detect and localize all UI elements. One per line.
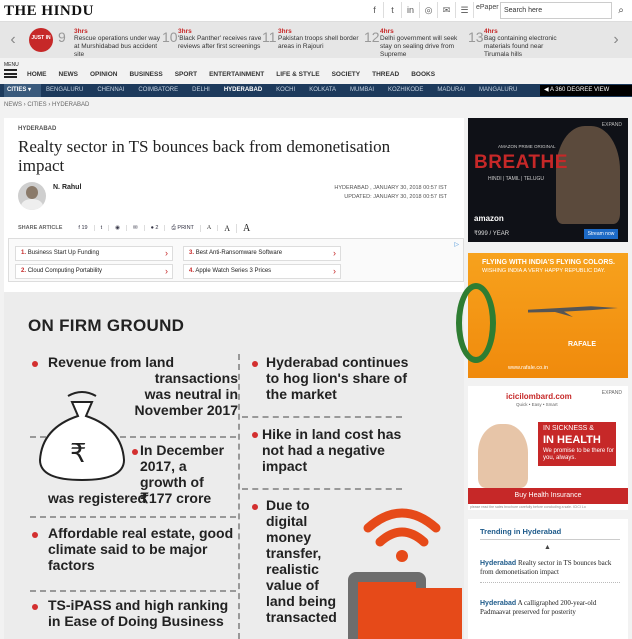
city-coimbatore[interactable]: COIMBATORE <box>138 87 179 93</box>
amazon-logo: amazon <box>474 214 504 223</box>
city-hyderabad[interactable]: HYDERABAD <box>223 87 263 93</box>
divider <box>30 516 236 518</box>
article <box>4 118 464 639</box>
font-size-small[interactable]: A <box>201 225 218 231</box>
nav-news[interactable]: NEWS <box>58 71 78 78</box>
cities-dropdown[interactable]: CITIES ▾ <box>4 84 41 97</box>
divider <box>480 582 620 583</box>
search-input[interactable]: Search here <box>500 2 612 19</box>
epaper-link[interactable]: ePaper <box>476 4 499 11</box>
ad-link[interactable]: 2. Cloud Computing Portability › <box>15 264 173 279</box>
nav-home[interactable]: HOME <box>27 71 47 78</box>
list-item[interactable]: Hyderabad A calligraphed 200-year-old Padmaavat preserved for posterity <box>480 599 597 616</box>
city-bar <box>0 84 632 97</box>
twitter-icon[interactable]: t <box>384 2 402 18</box>
divider <box>242 416 402 418</box>
search-icon[interactable]: ⌕ <box>618 5 624 16</box>
divider <box>480 539 620 540</box>
dateline: HYDERABAD , JANUARY 30, 2018 00:57 IST UPDATED: JANUARY 30, 2018 00:57 IST <box>334 185 447 200</box>
ad-link[interactable]: 3. Best Anti-Ransomware Software › <box>183 246 341 261</box>
bullet <box>32 604 38 610</box>
instagram-icon[interactable]: ◎ <box>420 2 438 18</box>
share-bar <box>18 221 458 235</box>
nav-life-style[interactable]: LIFE & STYLE <box>276 71 320 78</box>
main-nav <box>27 71 447 78</box>
ticker-item[interactable]: 12 4hrs Delhi government will seek stay on sealing drive from Supreme <box>364 28 458 58</box>
scroll-up-icon[interactable]: ▲ <box>544 544 551 551</box>
adchoices-icon[interactable]: ▷ <box>454 242 459 248</box>
avatar <box>18 182 46 210</box>
email-share-button[interactable] <box>127 225 145 231</box>
reddit-share-button[interactable] <box>109 225 127 231</box>
twitter-share-button[interactable] <box>95 225 110 231</box>
linkedin-icon[interactable]: in <box>402 2 420 18</box>
ticker-item[interactable]: 9 3hrs Rescue operations under way at Murshidabad bus accident site <box>58 28 160 58</box>
money-bag-icon <box>32 388 132 484</box>
comments-button[interactable]: ● 2 <box>145 225 166 231</box>
decorative-pattern <box>456 283 496 363</box>
ad-image <box>556 126 620 224</box>
sponsored-links <box>8 238 464 282</box>
trending-heading: Trending in Hyderabad <box>480 527 562 536</box>
city-kochi[interactable]: KOCHI <box>276 87 296 93</box>
ad-icici-lombard[interactable]: EXPAND icicilombard.com Quick • Easy • Smart IN SICKNESS & IN HEALTH We promise to be there for you, always. Buy Health Insurance please read the sales brochure carefully before concluding a sale. ICICI Lo <box>468 386 628 510</box>
ticker-item[interactable]: 13 4hrs Bag containing electronic materials found near Tirumala hills <box>468 28 557 58</box>
nav-entertainment[interactable]: ENTERTAINMENT <box>209 71 265 78</box>
comment-icon: ● <box>150 225 154 231</box>
nav-books[interactable]: BOOKS <box>411 71 436 78</box>
font-size-large[interactable]: A <box>243 222 251 234</box>
city-delhi[interactable]: DELHI <box>192 87 210 93</box>
facebook-share-button[interactable]: f 19 <box>72 225 94 231</box>
top-bar <box>0 0 632 22</box>
trending-panel <box>468 519 628 639</box>
email-icon[interactable]: ✉ <box>438 2 456 18</box>
rss-icon[interactable]: ☰ <box>456 2 474 18</box>
divider <box>238 354 240 639</box>
city-chennai[interactable]: CHENNAI <box>97 87 125 93</box>
play-icon: ◀ <box>544 87 549 93</box>
city-kolkata[interactable]: KOLKATA <box>309 87 336 93</box>
infographic-title: ON FIRM GROUND <box>28 316 185 335</box>
city-mangaluru[interactable]: MANGALURU <box>479 87 518 93</box>
breadcrumb[interactable]: NEWS › CITIES › HYDERABAD <box>4 102 90 108</box>
city-kozhikode[interactable]: KOZHIKODE <box>387 87 424 93</box>
nav-thread[interactable]: THREAD <box>372 71 400 78</box>
bullet <box>32 361 38 367</box>
reddit-icon: ◉ <box>115 225 120 231</box>
bullet <box>132 449 138 455</box>
ticker-item[interactable]: 11 3hrs Pakistan troops shell border areas in Rajouri <box>262 28 359 50</box>
buy-insurance-button[interactable]: Buy Health Insurance <box>468 488 628 504</box>
ad-link[interactable]: 1. Business Start Up Funding › <box>15 246 173 261</box>
nav-business[interactable]: BUSINESS <box>129 71 163 78</box>
nav-sport[interactable]: SPORT <box>174 71 198 78</box>
email-icon: ✉ <box>132 225 138 231</box>
nav-society[interactable]: SOCIETY <box>331 71 361 78</box>
font-size-medium[interactable]: A <box>218 224 237 233</box>
site-logo[interactable]: THE HINDU <box>4 3 94 19</box>
chevron-left-icon[interactable]: ‹ <box>10 31 16 48</box>
ticker-item[interactable]: 10 3hrs 'Black Panther' receives rave reviews after first screenings <box>162 28 262 50</box>
stream-now-button[interactable]: Stream now <box>584 229 618 239</box>
just-in-badge: JUST IN <box>29 28 53 52</box>
hamburger-icon[interactable] <box>4 69 17 78</box>
rafale-logo: RAFALE <box>568 341 596 348</box>
chevron-right-icon[interactable]: › <box>613 31 619 48</box>
print-icon: ⎙ <box>171 224 176 231</box>
social-icons <box>366 2 474 18</box>
ad-link[interactable]: 4. Apple Watch Series 3 Prices › <box>183 264 341 279</box>
clock-icon: 3hrs <box>74 28 88 35</box>
bullet <box>252 504 258 510</box>
share-label: SHARE ARTICLE <box>18 225 63 231</box>
city-mumbai[interactable]: MUMBAI <box>349 87 374 93</box>
print-button[interactable]: ⎙ PRINT <box>165 225 200 232</box>
jet-image <box>528 299 618 317</box>
city-madurai[interactable]: MADURAI <box>437 87 465 93</box>
ad-rafale[interactable]: FLYING WITH INDIA'S FLYING COLORS. WISHING INDIA A VERY HAPPY REPUBLIC DAY. RAFALE www.rafale.co.in <box>468 253 628 378</box>
rupee-symbol: ₹ <box>70 438 87 468</box>
ad-breathe[interactable]: EXPAND AMAZON PRIME ORIGINAL BREATHE HINDI | TAMIL | TELUGU amazon ₹999 / YEAR Stream now <box>468 118 628 242</box>
phone-wifi-icon <box>344 488 462 639</box>
bullet <box>252 361 258 367</box>
ad-image <box>478 424 528 488</box>
facebook-icon[interactable]: f <box>366 2 384 18</box>
city-bengaluru[interactable]: BENGALURU <box>46 87 84 93</box>
promo-360[interactable]: ◀ A 360 DEGREE VIEW <box>540 85 632 96</box>
infographic: ON FIRM GROUND Revenue from land transactions was neutral in November 2017 ₹ In December 2017, a growth of ₹177 crore was registered Affordable real estate, good climate said to be major factors TS-iPASS and high ranking in Ease of Doing Business Hyderabad continues to hog lion's share of the market Hike in land cost has not had a negative impact Due to digital money transfer, realistic value of land being transacted <box>4 292 464 639</box>
expand-link[interactable]: EXPAND <box>601 390 622 396</box>
page-title: Realty sector in TS bounces back from demonetisation impact <box>18 137 391 175</box>
facebook-icon: f <box>78 225 80 231</box>
author-name[interactable]: N. Rahul <box>53 184 82 191</box>
nav-opinion[interactable]: OPINION <box>90 71 118 78</box>
caret-down-icon: ▾ <box>28 87 32 93</box>
list-item[interactable]: Hyderabad Realty sector in TS bounces back from demonetisation impact <box>480 559 612 576</box>
twitter-icon: t <box>100 225 103 231</box>
article-tag[interactable]: HYDERABAD <box>18 126 57 132</box>
city-list <box>46 84 531 97</box>
bullet <box>32 532 38 538</box>
bullet <box>252 432 258 438</box>
news-ticker <box>0 22 632 58</box>
menu-label: MENU <box>4 62 19 68</box>
expand-link[interactable]: EXPAND <box>601 122 622 128</box>
divider <box>30 590 236 592</box>
